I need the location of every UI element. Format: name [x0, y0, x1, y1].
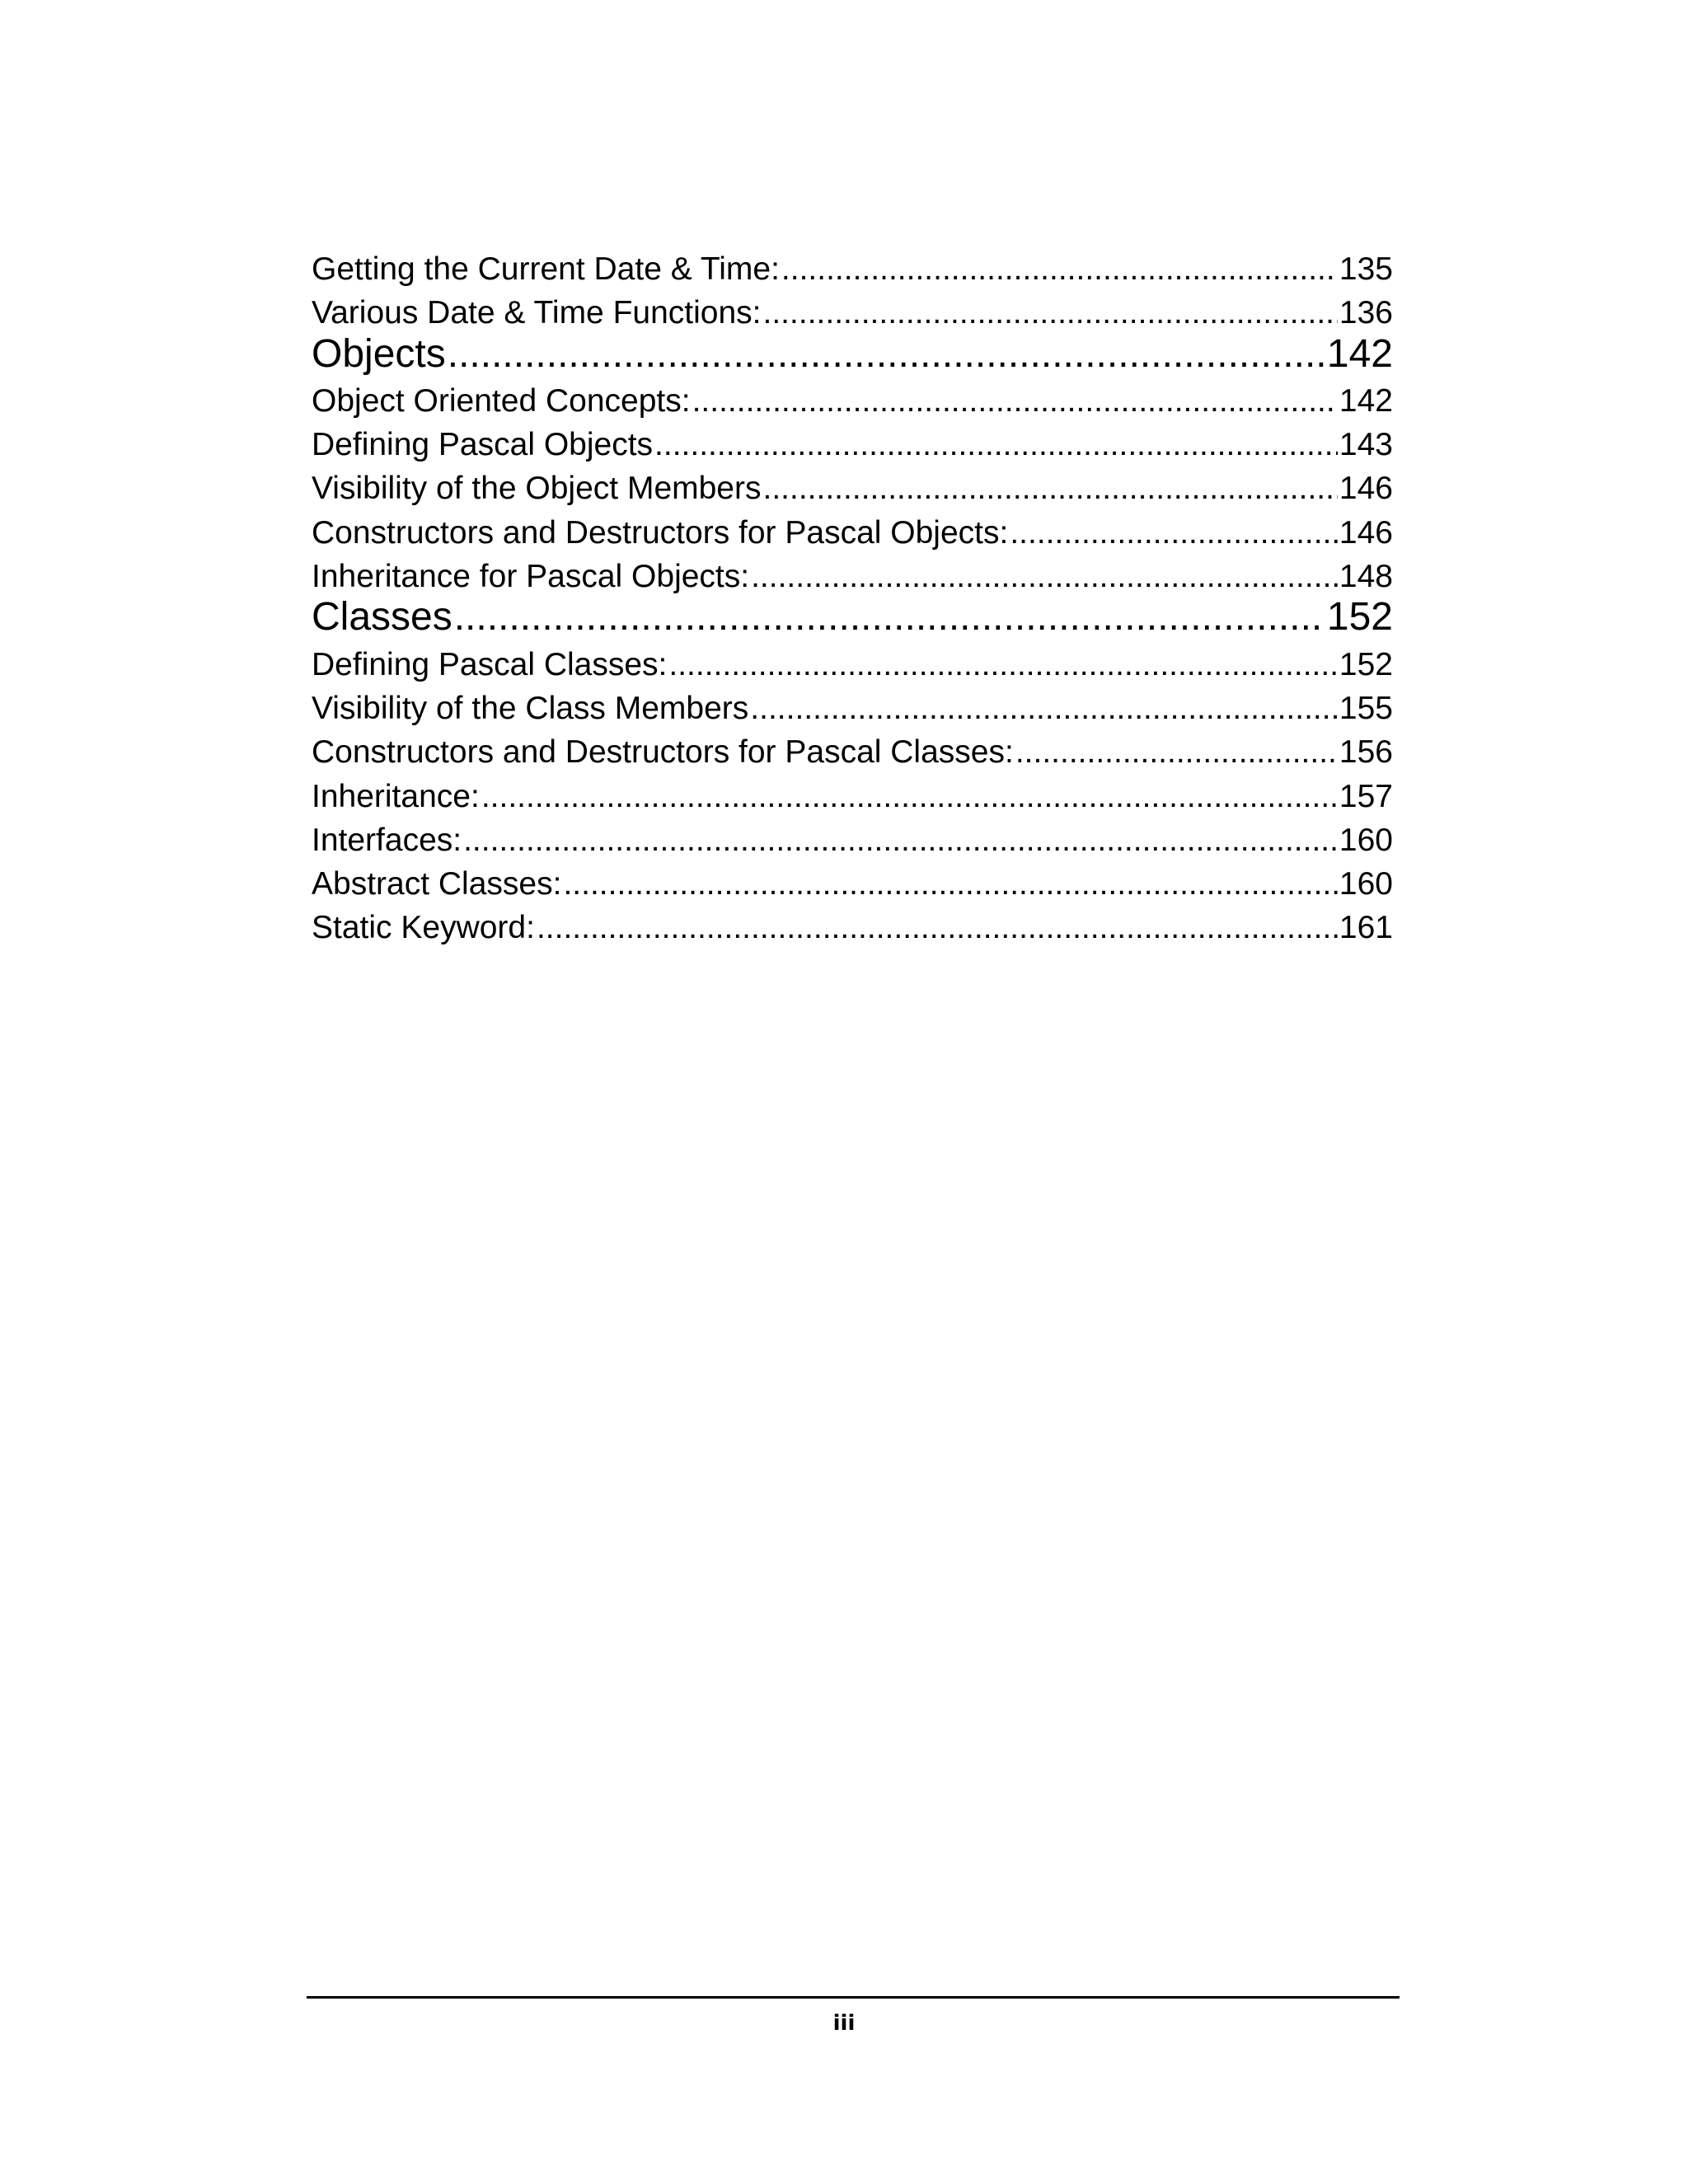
toc-entry[interactable] [312, 423, 1393, 466]
toc-chapter-title: Classes [312, 595, 452, 640]
toc-entry-page: 136 [1339, 295, 1393, 331]
toc-entry-page: 146 [1339, 471, 1393, 507]
toc-entry-title: Visibility of the Object Members [312, 471, 762, 507]
toc-entry[interactable] [312, 818, 1393, 862]
toc-dot-leader [692, 379, 1338, 423]
toc-dot-leader [481, 775, 1338, 818]
toc-chapter-title: Objects [312, 331, 446, 376]
toc-dot-leader [1010, 511, 1338, 555]
toc-entry-page: 146 [1339, 514, 1393, 551]
toc-dot-leader [668, 643, 1338, 687]
toc-entry[interactable] [312, 730, 1393, 774]
toc-entry-title: Object Oriented Concepts: [312, 382, 691, 419]
toc-entry-title: Various Date & Time Functions: [312, 295, 762, 331]
toc-dot-leader [763, 291, 1338, 335]
toc-entry-title: Inheritance: [312, 778, 480, 814]
toc-chapter-entry[interactable] [312, 595, 1393, 639]
toc-entry[interactable] [312, 379, 1393, 423]
toc-entry[interactable] [312, 247, 1393, 291]
toc-entry[interactable] [312, 862, 1393, 906]
toc-entry-title: Abstract Classes: [312, 866, 562, 902]
toc-chapter-page: 152 [1326, 595, 1393, 640]
toc-entry-page: 148 [1339, 559, 1393, 595]
toc-dot-leader [563, 862, 1337, 906]
toc-entry[interactable] [312, 466, 1393, 510]
toc-entry[interactable] [312, 511, 1393, 555]
toc-entry-title: Defining Pascal Objects [312, 427, 654, 463]
toc-chapter-entry[interactable] [312, 332, 1393, 376]
toc-dot-leader [750, 687, 1338, 730]
toc-dot-leader [781, 247, 1338, 291]
toc-entry[interactable] [312, 643, 1393, 687]
toc-dot-leader [763, 466, 1338, 510]
toc-dot-leader [454, 595, 1325, 639]
toc-entry-title: Visibility of the Class Members [312, 690, 749, 726]
toc-entry[interactable] [312, 775, 1393, 818]
toc-entry[interactable] [312, 555, 1393, 598]
toc-entry[interactable] [312, 687, 1393, 730]
toc-dot-leader [448, 332, 1325, 376]
toc-entry-page: 157 [1339, 778, 1393, 814]
toc-entry-page: 160 [1339, 822, 1393, 858]
toc-entry[interactable] [312, 906, 1393, 949]
toc-chapter-page: 142 [1326, 331, 1393, 376]
toc-entry-page: 152 [1339, 646, 1393, 682]
toc-entry-page: 160 [1339, 866, 1393, 902]
toc-entry-title: Constructors and Destructors for Pascal Objects: [312, 514, 1009, 551]
toc-dot-leader [463, 818, 1338, 862]
table-of-contents [312, 247, 1393, 950]
toc-entry-title: Defining Pascal Classes: [312, 646, 668, 682]
toc-entry-page: 142 [1339, 382, 1393, 419]
toc-dot-leader [1015, 730, 1338, 774]
toc-entry[interactable] [312, 291, 1393, 335]
toc-entry-page: 161 [1339, 910, 1393, 946]
toc-entry-title: Getting the Current Date & Time: [312, 251, 780, 287]
page-number: iii [832, 2011, 856, 2036]
toc-dot-leader [654, 423, 1338, 466]
toc-entry-page: 135 [1339, 251, 1393, 287]
toc-entry-page: 155 [1339, 690, 1393, 726]
toc-entry-title: Inheritance for Pascal Objects: [312, 559, 750, 595]
toc-dot-leader [751, 555, 1338, 598]
toc-dot-leader [537, 906, 1338, 949]
toc-entry-title: Constructors and Destructors for Pascal Classes: [312, 734, 1014, 771]
footer-divider [307, 1996, 1400, 1999]
toc-entry-title: Static Keyword: [312, 910, 535, 946]
toc-entry-title: Interfaces: [312, 822, 462, 858]
toc-entry-page: 143 [1339, 427, 1393, 463]
toc-entry-page: 156 [1339, 734, 1393, 771]
